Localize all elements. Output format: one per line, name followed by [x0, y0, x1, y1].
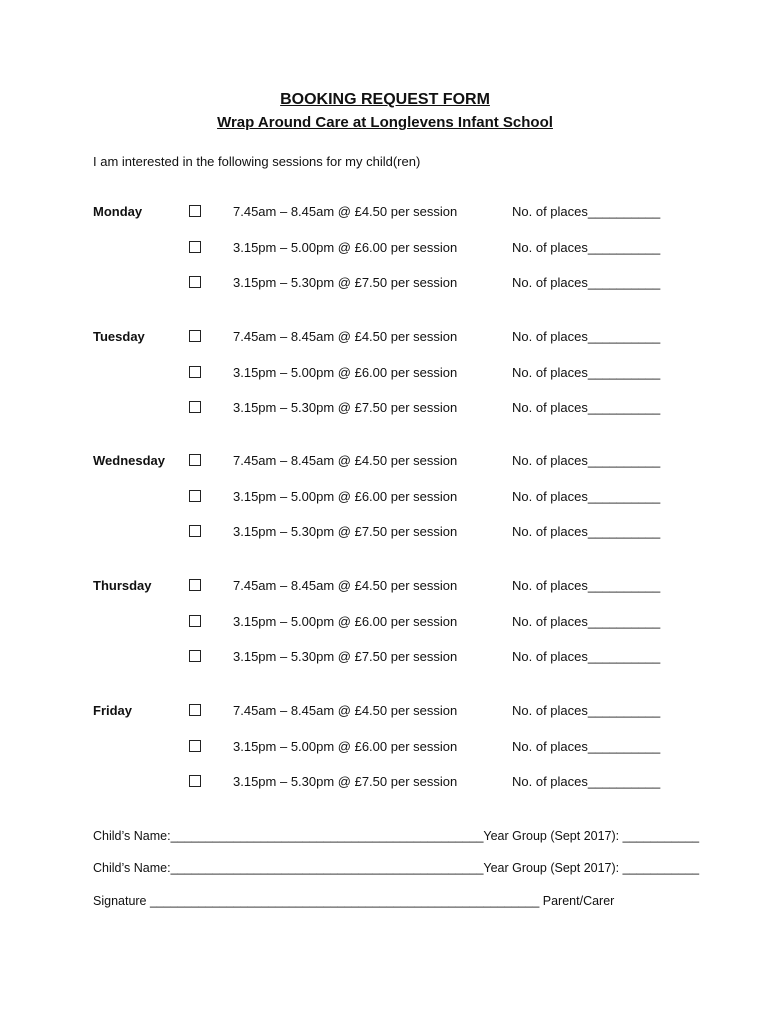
session-time-price: 3.15pm – 5.30pm @ £7.50 per session	[233, 275, 458, 290]
session-checkbox[interactable]	[189, 525, 201, 537]
session-checkbox[interactable]	[189, 650, 201, 662]
day-label: Thursday	[93, 578, 152, 593]
day-label: Wednesday	[93, 453, 166, 468]
child-name-line-1[interactable]: Child’s Name:_____________________________________________Year Group (Sept 2017): ___________	[93, 829, 700, 843]
session-time-price: 7.45am – 8.45am @ £4.50 per session	[233, 204, 458, 219]
intro-text: I am interested in the following sessions for my child(ren)	[93, 154, 421, 169]
session-checkbox[interactable]	[189, 579, 201, 591]
child-name-line-2[interactable]: Child’s Name:_____________________________________________Year Group (Sept 2017): ___________	[93, 861, 700, 875]
places-field[interactable]: No. of places__________	[512, 649, 661, 664]
places-field[interactable]: No. of places__________	[512, 703, 661, 718]
signature-line[interactable]: Signature ________________________________________________________ Parent/Carer	[93, 894, 615, 908]
session-checkbox[interactable]	[189, 366, 201, 378]
places-field[interactable]: No. of places__________	[512, 614, 661, 629]
form-title: BOOKING REQUEST FORM	[280, 91, 490, 108]
session-checkbox[interactable]	[189, 704, 201, 716]
session-time-price: 3.15pm – 5.00pm @ £6.00 per session	[233, 614, 458, 629]
places-field[interactable]: No. of places__________	[512, 489, 661, 504]
session-checkbox[interactable]	[189, 615, 201, 627]
session-row	[0, 739, 770, 759]
places-field[interactable]: No. of places__________	[512, 329, 661, 344]
session-row	[0, 204, 770, 224]
session-row	[0, 400, 770, 420]
session-row	[0, 365, 770, 385]
session-checkbox[interactable]	[189, 276, 201, 288]
session-time-price: 7.45am – 8.45am @ £4.50 per session	[233, 453, 458, 468]
form-subtitle: Wrap Around Care at Longlevens Infant School	[217, 114, 553, 131]
session-row	[0, 240, 770, 260]
places-field[interactable]: No. of places__________	[512, 524, 661, 539]
session-time-price: 3.15pm – 5.00pm @ £6.00 per session	[233, 739, 458, 754]
session-time-price: 3.15pm – 5.00pm @ £6.00 per session	[233, 240, 458, 255]
session-checkbox[interactable]	[189, 401, 201, 413]
session-checkbox[interactable]	[189, 330, 201, 342]
places-field[interactable]: No. of places__________	[512, 240, 661, 255]
session-checkbox[interactable]	[189, 205, 201, 217]
session-row	[0, 453, 770, 473]
day-label: Friday	[93, 703, 133, 718]
session-row	[0, 703, 770, 723]
session-row	[0, 578, 770, 598]
session-checkbox[interactable]	[189, 241, 201, 253]
day-label: Monday	[93, 204, 143, 219]
session-time-price: 3.15pm – 5.00pm @ £6.00 per session	[233, 489, 458, 504]
session-checkbox[interactable]	[189, 775, 201, 787]
session-time-price: 7.45am – 8.45am @ £4.50 per session	[233, 329, 458, 344]
places-field[interactable]: No. of places__________	[512, 578, 661, 593]
session-time-price: 3.15pm – 5.30pm @ £7.50 per session	[233, 400, 458, 415]
session-time-price: 7.45am – 8.45am @ £4.50 per session	[233, 703, 458, 718]
session-checkbox[interactable]	[189, 454, 201, 466]
session-checkbox[interactable]	[189, 490, 201, 502]
session-time-price: 3.15pm – 5.30pm @ £7.50 per session	[233, 649, 458, 664]
places-field[interactable]: No. of places__________	[512, 275, 661, 290]
session-time-price: 3.15pm – 5.30pm @ £7.50 per session	[233, 524, 458, 539]
places-field[interactable]: No. of places__________	[512, 365, 661, 380]
places-field[interactable]: No. of places__________	[512, 400, 661, 415]
places-field[interactable]: No. of places__________	[512, 739, 661, 754]
session-row	[0, 329, 770, 349]
session-checkbox[interactable]	[189, 740, 201, 752]
session-row	[0, 614, 770, 634]
session-row	[0, 489, 770, 509]
places-field[interactable]: No. of places__________	[512, 774, 661, 789]
session-row	[0, 774, 770, 794]
session-time-price: 7.45am – 8.45am @ £4.50 per session	[233, 578, 458, 593]
session-time-price: 3.15pm – 5.30pm @ £7.50 per session	[233, 774, 458, 789]
session-row	[0, 649, 770, 669]
places-field[interactable]: No. of places__________	[512, 204, 661, 219]
day-label: Tuesday	[93, 329, 145, 344]
session-row	[0, 275, 770, 295]
session-row	[0, 524, 770, 544]
places-field[interactable]: No. of places__________	[512, 453, 661, 468]
session-time-price: 3.15pm – 5.00pm @ £6.00 per session	[233, 365, 458, 380]
